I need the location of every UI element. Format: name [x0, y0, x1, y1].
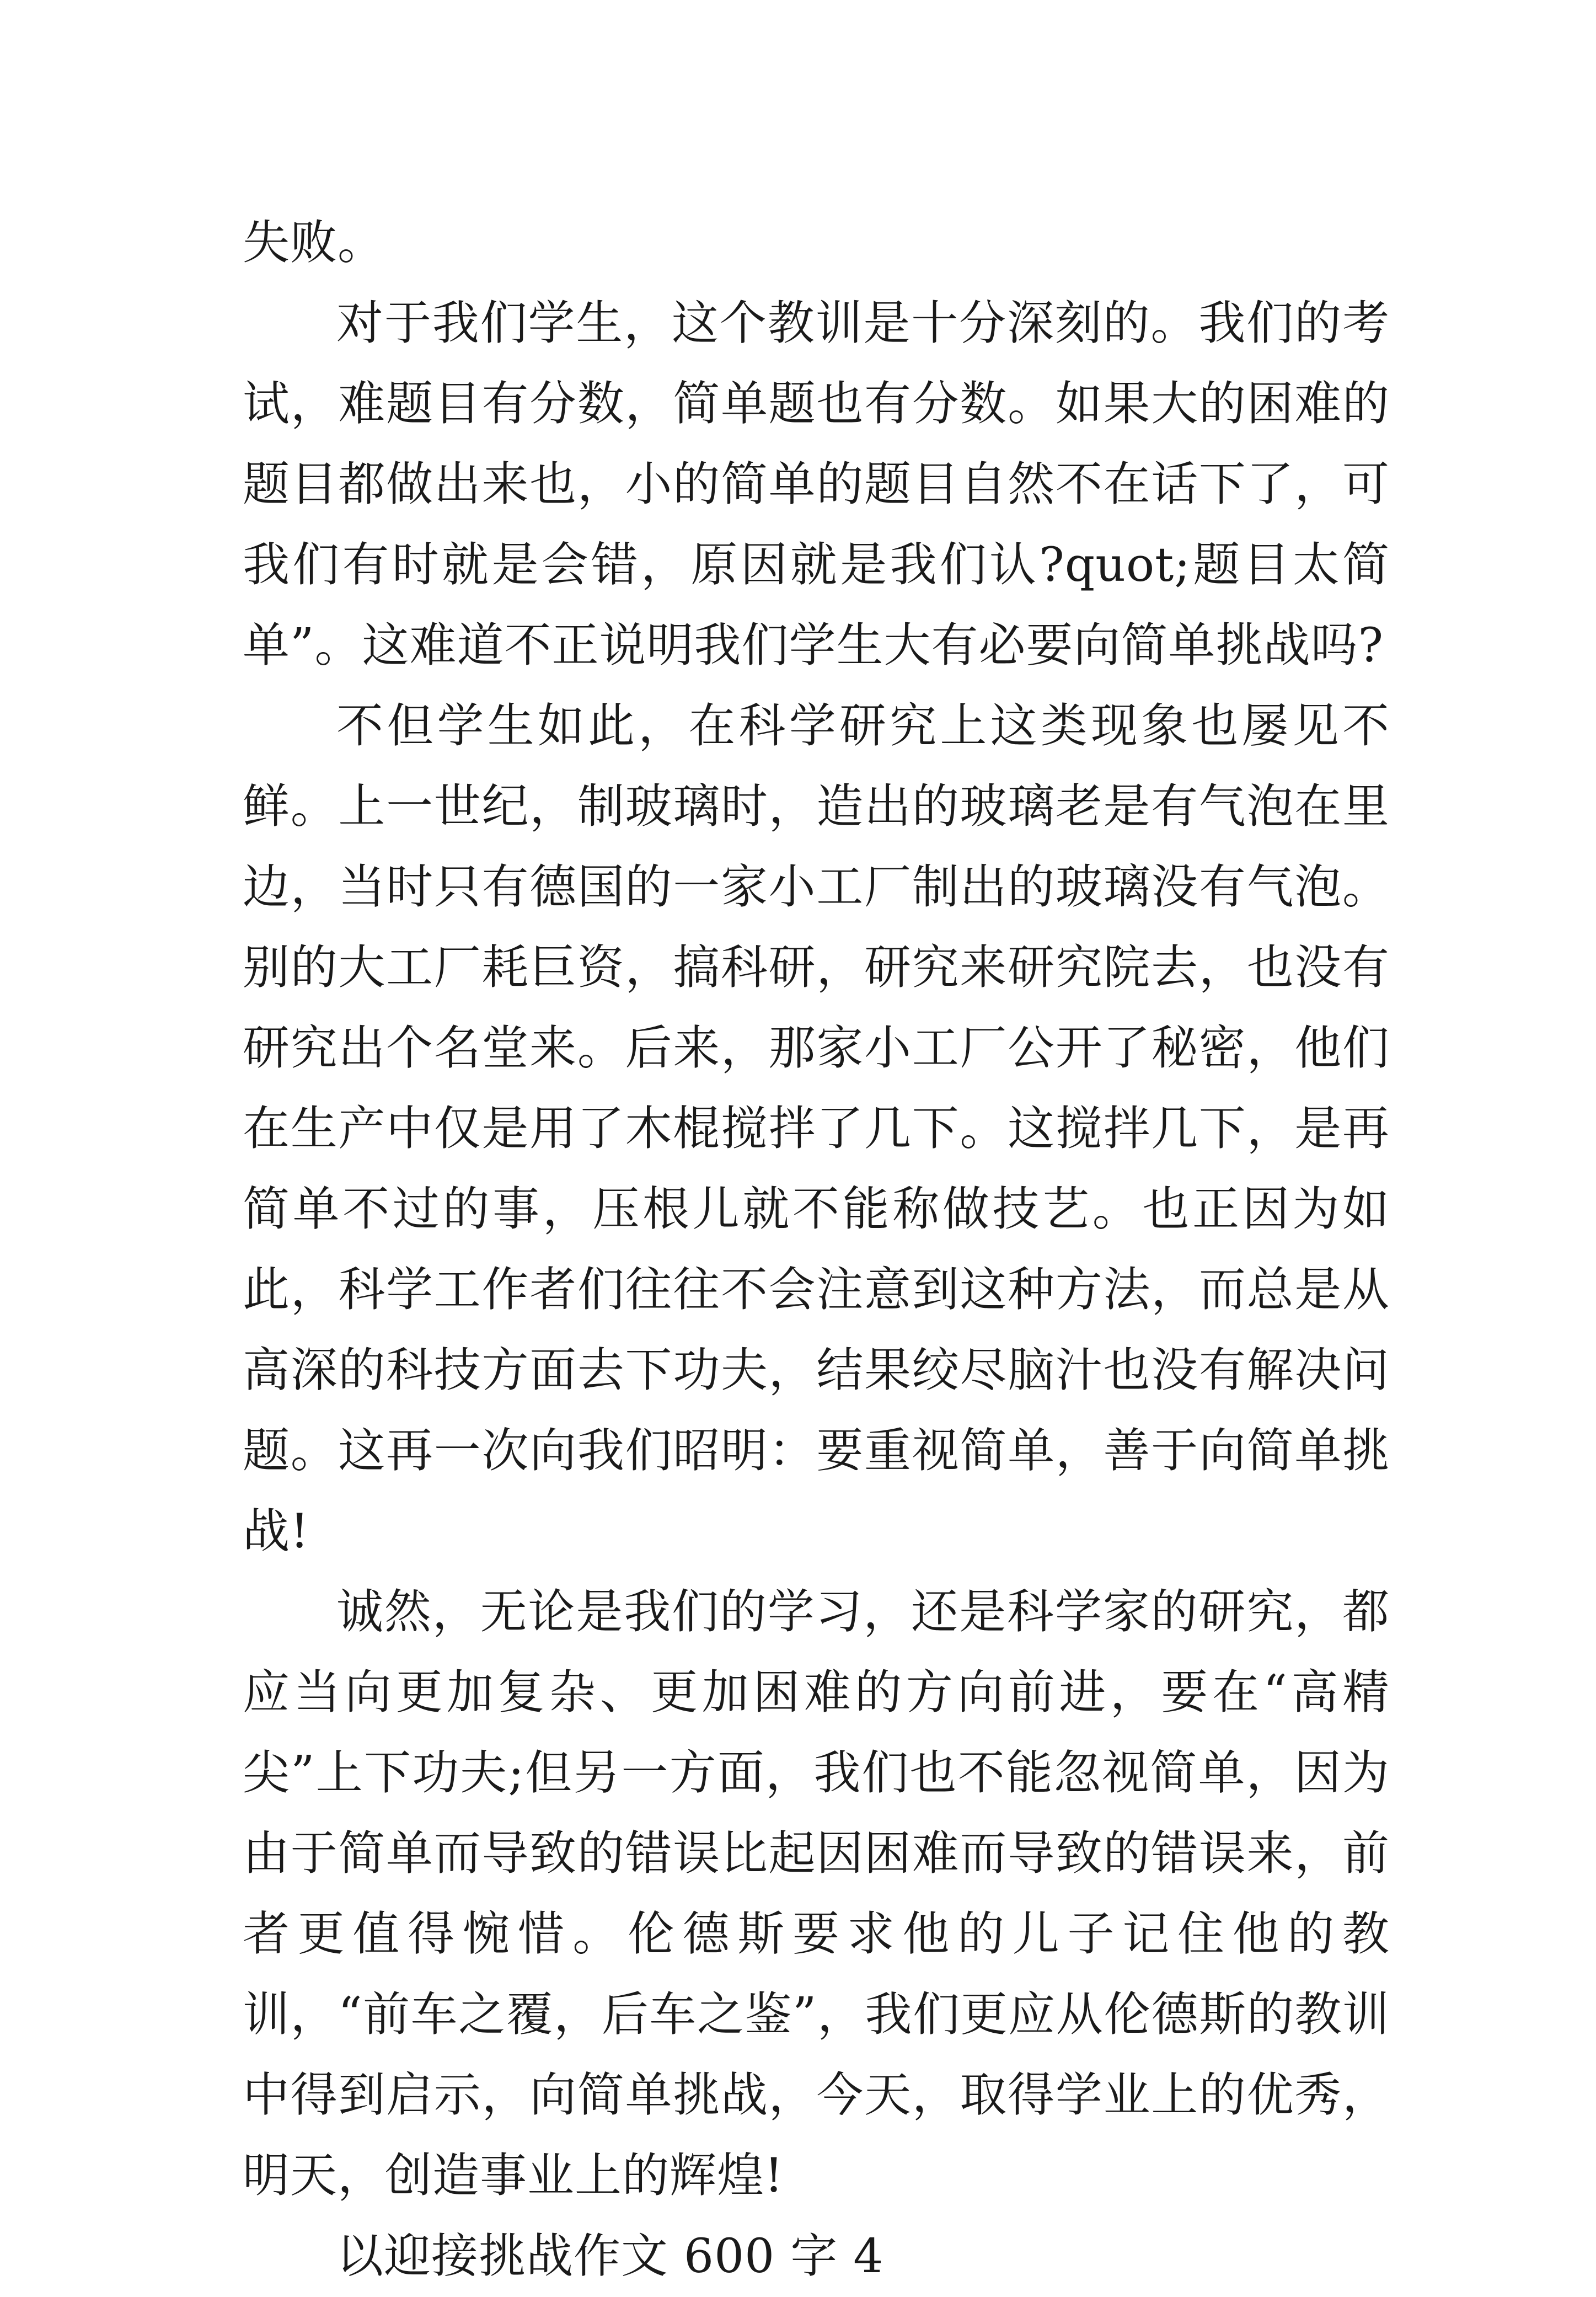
next-essay-title: 以迎接挑战作文 600 字 4: [336, 2229, 884, 2284]
paragraph-conclusion: 诚然，无论是我们的学习，还是科学家的研究，都应当向更加复杂、更加困难的方向前进，要在“高精尖”上下功夫;但另一方面，我们也不能忽视简单，因为由于简单而导致的错误比起因困难而导致的错误来，前者更值得惋惜。伦德斯要求他的儿子记住他的教训，“前车之覆，后车之鉴”，我们更应从伦德斯的教训中得到启示，向简单挑战，今天，取得学业上的优秀，明天，创造事业上的辉煌!: [243, 1585, 1390, 2203]
document-body: [243, 203, 1390, 2297]
paragraph-continuation: 失败。: [243, 216, 385, 270]
paragraph-glass-story: 不但学生如此，在科学研究上这类现象也屡见不鲜。上一世纪，制玻璃时，造出的玻璃老是有气泡在里边，当时只有德国的一家小工厂制出的玻璃没有气泡。别的大工厂耗巨资，搞科研，研究来研究院去，也没有研究出个名堂来。后来，那家小工厂公开了秘密，他们在生产中仅是用了木棍搅拌了几下。这搅拌几下，是再简单不过的事，压根儿就不能称做技艺。也正因为如此，科学工作者们往往不会注意到这种方法，而总是从高深的科技方面去下功夫，结果绞尽脑汁也没有解决问题。这再一次向我们昭明：要重视简单，善于向简单挑战!: [243, 699, 1390, 1559]
paragraph-exam-lesson: 对于我们学生，这个教训是十分深刻的。我们的考试，难题目有分数，简单题也有分数。如果大的困难的题目都做出来也，小的简单的题目自然不在话下了，可我们有时就是会错，原因就是我们认?quot;题目太简单”。这难道不正说明我们学生大有必要向简单挑战吗?: [243, 296, 1390, 673]
